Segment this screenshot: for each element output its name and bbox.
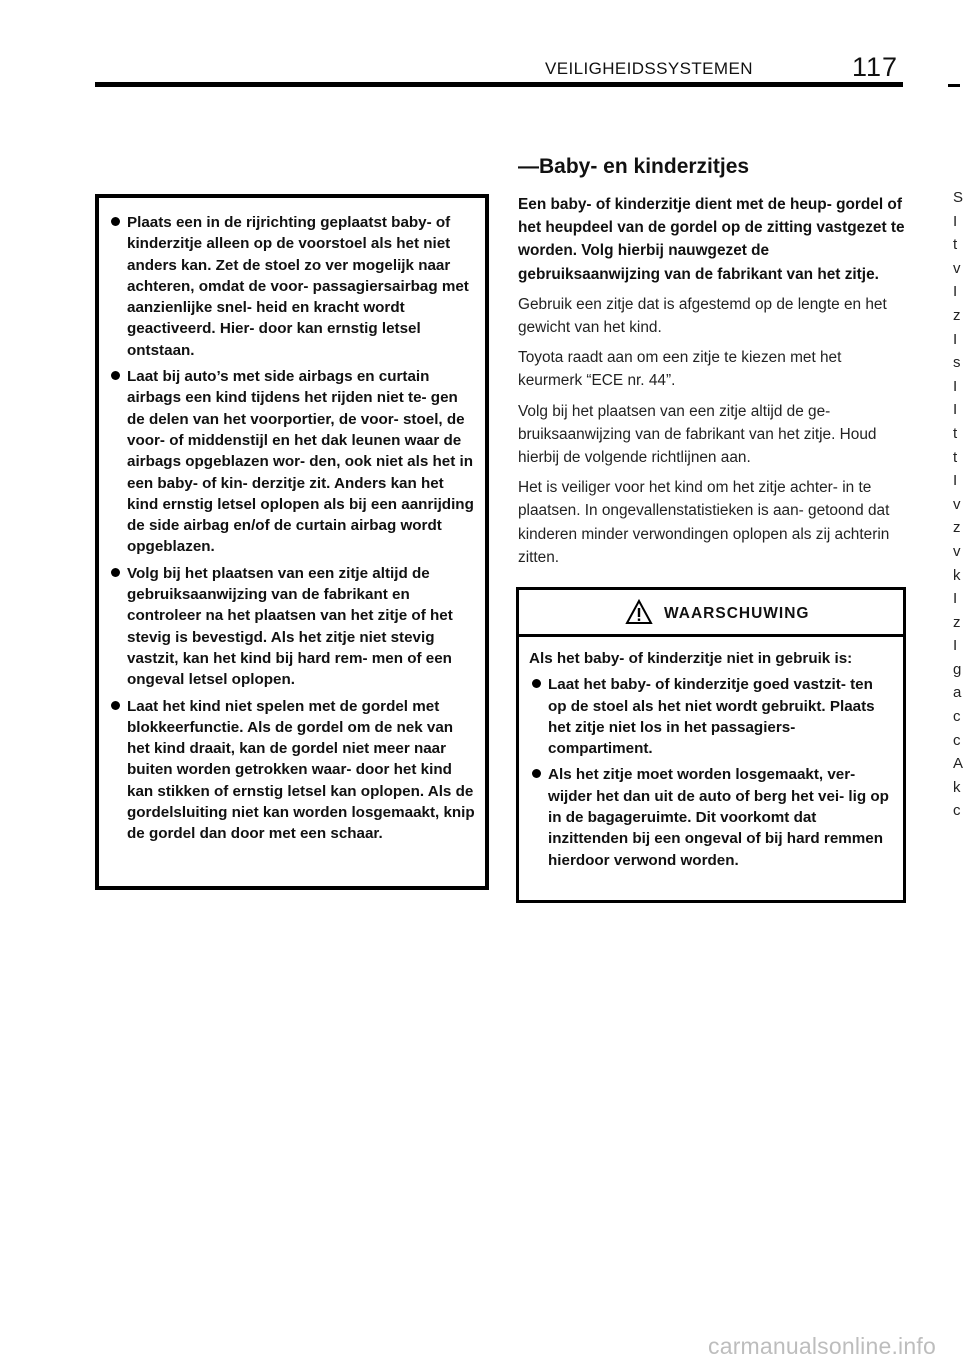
cropped-letter: I — [953, 377, 958, 395]
bullet-icon — [532, 769, 541, 778]
cropped-letter: I — [953, 401, 958, 419]
cropped-letter: I — [953, 637, 958, 655]
cropped-letter: v — [953, 259, 961, 277]
cropped-letter: I — [953, 283, 958, 301]
bullet-icon — [532, 679, 541, 688]
bullet-icon — [111, 217, 120, 226]
cropped-letter: I — [953, 330, 958, 348]
caution-item — [99, 696, 485, 845]
bullet-icon — [111, 701, 120, 710]
warning-item — [519, 674, 903, 759]
cropped-letter: v — [953, 542, 961, 560]
cropped-letter: I — [953, 472, 958, 490]
header-rule — [95, 82, 903, 87]
watermark: carmanualsonline.info — [708, 1333, 936, 1359]
warning-title: WAARSCHUWING — [664, 605, 810, 622]
cropped-letter: k — [953, 778, 961, 796]
bullet-icon — [111, 371, 120, 380]
bullet-icon — [111, 568, 120, 577]
caution-item-text: Plaats een in de rijrichting geplaatst baby- of kinderzitje alleen op de voorstoel als het niet anders kan. Zet de stoel zo ver mogelijk naar achteren, omdat de voor- passagiersairbag met aanzienlijke snel- heid en kracht wordt geactiveerd. Hier- door kan ernstig letsel ontstaan. — [127, 214, 469, 359]
cropped-letter: k — [953, 566, 961, 584]
body-paragraph: Volg bij het plaatsen van een zitje altijd de ge- bruiksaanwijzing van de fabrikant van het zitje. Houd hierbij de volgende richtlijnen aan. — [518, 402, 877, 467]
caution-box-left — [95, 194, 489, 890]
cropped-letter: t — [953, 424, 958, 442]
cropped-letter: c — [953, 802, 961, 820]
warning-item-text: Als het zitje moet worden losgemaakt, ver- wijder het dan uit de auto of berg het vei- lig op in de bagageruimte. Dit voorkomt dat inzittenden bij een ongeval of bij hard remmen hierdoor verwond worden. — [548, 766, 889, 869]
warning-triangle-icon — [625, 599, 653, 625]
body-paragraph: Toyota raadt aan om een zitje te kiezen met het keurmerk “ECE nr. 44”. — [518, 349, 842, 390]
caution-item — [99, 212, 485, 361]
cropped-letter: s — [953, 354, 961, 372]
caution-item-text: Laat bij auto’s met side airbags en curtain airbags een kind tijdens het rijden niet te- gen de delen van het voorportier, de voor- stoel, de voor- of middenstijl en het dak leunen waar de airbags opgeblazen wor- den, ook niet als het in een baby- of kin- derzitje zit. Anders kan het kind ernstig letsel oplopen als bij een aanrijding de side airbag en/of de curtain airbag wordt opgeblazen. — [127, 368, 474, 556]
cropped-letter: c — [953, 708, 961, 726]
page-number: 117 — [852, 52, 899, 82]
cropped-letter: z — [953, 613, 961, 631]
cropped-letter: I — [953, 590, 958, 608]
cropped-letter: z — [953, 306, 961, 324]
cropped-letter: a — [953, 684, 962, 702]
body-paragraph: Het is veiliger voor het kind om het zitje achter- in te plaatsen. In ongevallenstatistieken is aan- getoond dat kinderen minder verwondingen oplopen als zij achterin zitten. — [518, 479, 890, 566]
cropped-letter: t — [953, 236, 958, 254]
body-paragraph: Gebruik een zitje dat is afgestemd op de lengte en het gewicht van het kind. — [518, 295, 887, 337]
caution-item — [99, 366, 485, 558]
warning-body — [519, 648, 903, 876]
cropped-letter: c — [953, 731, 961, 749]
cropped-letter: A — [953, 755, 963, 773]
section-title: —Baby- en kinderzitjes — [518, 155, 750, 178]
cropped-letter: t — [953, 448, 958, 466]
right-column-text — [518, 193, 906, 576]
cropped-letter: I — [953, 212, 958, 230]
caution-item — [99, 563, 485, 691]
cropped-letter: z — [953, 519, 961, 537]
running-header-section: VEILIGHEIDSSYSTEMEN — [545, 59, 753, 78]
warning-item — [519, 764, 903, 870]
caution-item-text: Volg bij het plaatsen van een zitje altijd de gebruiksaanwijzing van de fabrikant en controleer na het plaatsen van het zitje of het stevig is bevestigd. Als het zitje niet stevig vastzit, kan het kind bij hard rem- men of een ongeval letsel oplopen. — [127, 564, 453, 689]
caution-item-text: Laat het kind niet spelen met de gordel met blokkeerfunctie. Als de gordel om de nek van het kind draait, kan de gordel niet meer naar buiten worden getrokken waar- door het kind kan stikken of ernstig letsel kan oplopen. Als de gordelsluiting niet kan worden losgemaakt, knip de gordel dan door met een schaar. — [127, 697, 475, 843]
warning-header — [519, 590, 903, 637]
warning-item-text: Laat het baby- of kinderzitje goed vastzit- ten op de stoel als het niet wordt gebruikt. Plaats het zitje niet los in het passagiers- compartiment. — [548, 676, 875, 758]
cropped-letter: S — [953, 189, 963, 206]
warning-intro: Als het baby- of kinderzitje niet in gebruik is: — [529, 650, 853, 667]
cropped-letter: g — [953, 660, 962, 678]
header-rule-tip — [948, 84, 960, 87]
warning-box — [516, 587, 906, 903]
intro-paragraph: Een baby- of kinderzitje dient met de heup- gordel of het heupdeel van de gordel op de zitting vastgezet te worden. Volg hierbij nauwgezet de gebruiksaanwijzing van de fabrikant van het zitje. — [518, 196, 905, 283]
cropped-next-column — [953, 189, 963, 827]
cropped-letter: v — [953, 495, 961, 513]
